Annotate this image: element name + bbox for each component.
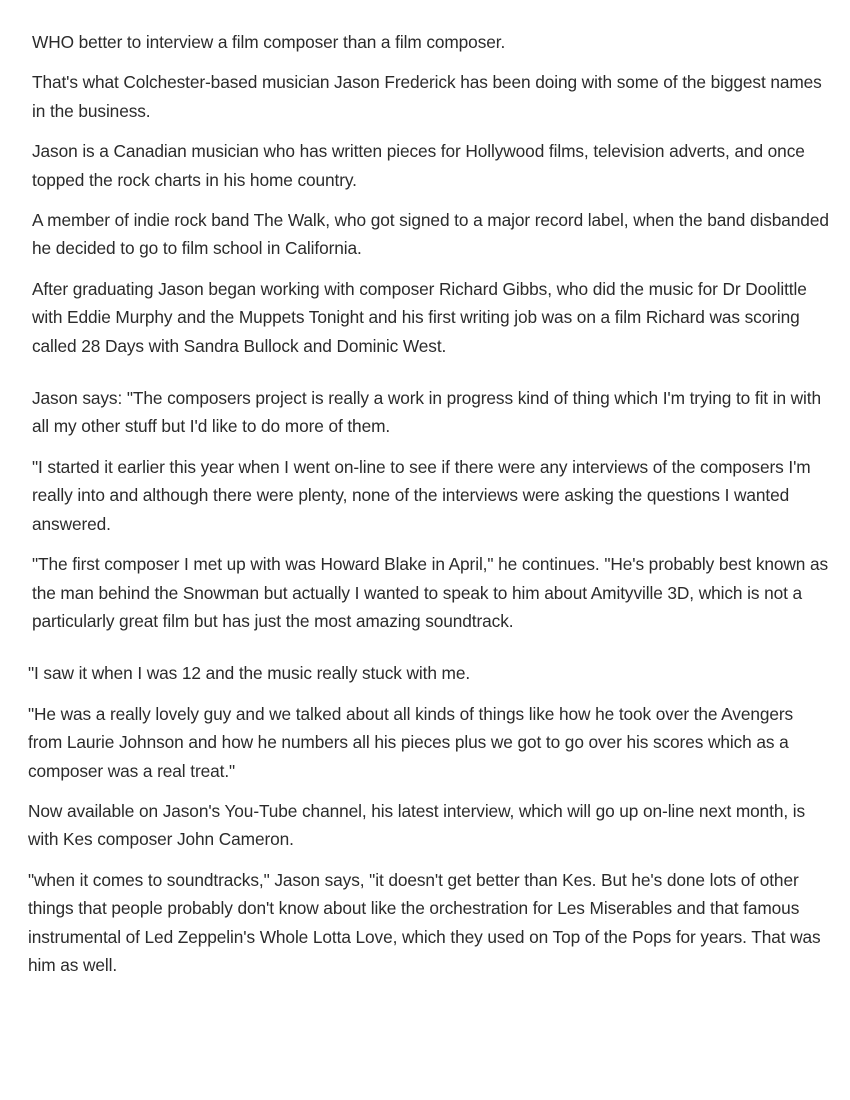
article-paragraph-6: Jason says: "The composers project is really a work in progress kind of thing which I'm trying to fit in with all my other stuff but I'd like to do more of them. bbox=[32, 388, 821, 437]
article-paragraph-3: Jason is a Canadian musician who has written pieces for Hollywood films, television adverts, and once topped the rock charts in his home country. bbox=[32, 141, 805, 190]
article-paragraph-9: "I saw it when I was 12 and the music really stuck with me. bbox=[28, 663, 471, 684]
article-paragraph-1: WHO better to interview a film composer than a film composer. bbox=[32, 32, 506, 52]
article-paragraph-2: That's what Colchester-based musician Jason Frederick has been doing with some of the biggest names in the business. bbox=[32, 72, 822, 121]
article-paragraph-11: Now available on Jason's You-Tube channel, his latest interview, which will go up on-line next month, is with Kes composer John Cameron. bbox=[28, 800, 806, 850]
article-paragraph-12: "when it comes to soundtracks," Jason says, "it doesn't get better than Kes. But he's done lots of other things that people probably don't know about like the orchestration for Les Miserables and that famous instrumental of Led Zeppelin's Whole Lotta Love, which they used on Top of the Pops for years. That was him as well. bbox=[28, 869, 821, 975]
article-body bbox=[0, 28, 850, 991]
article-paragraph-5: After graduating Jason began working with composer Richard Gibbs, who did the music for Dr Doolittle with Eddie Murphy and the Muppets Tonight and his first writing job was on a film Richard was scoring called 28 Days with Sandra Bullock and Dominic West. bbox=[32, 278, 807, 356]
article-paragraph-8: "The first composer I met up with was Howard Blake in April," he continues. "He's probably best known as the man behind the Snowman but actually I wanted to speak to him about Amityville 3D, which is not a particularly great film but has just the most amazing soundtrack. bbox=[32, 554, 829, 631]
article-paragraph-4: A member of indie rock band The Walk, who got signed to a major record label, when the band disbanded he decided to go to film school in California. bbox=[32, 210, 829, 259]
article-paragraph-7: "I started it earlier this year when I went on-line to see if there were any interviews of the composers I'm really into and although there were plenty, none of the interviews were asking the questions I wanted answered. bbox=[32, 456, 811, 534]
article-paragraph-10: "He was a really lovely guy and we talked about all kinds of things like how he took over the Avengers from Laurie Johnson and how he numbers all his pieces plus we got to go over his scores which as a composer was a real treat." bbox=[28, 703, 794, 781]
